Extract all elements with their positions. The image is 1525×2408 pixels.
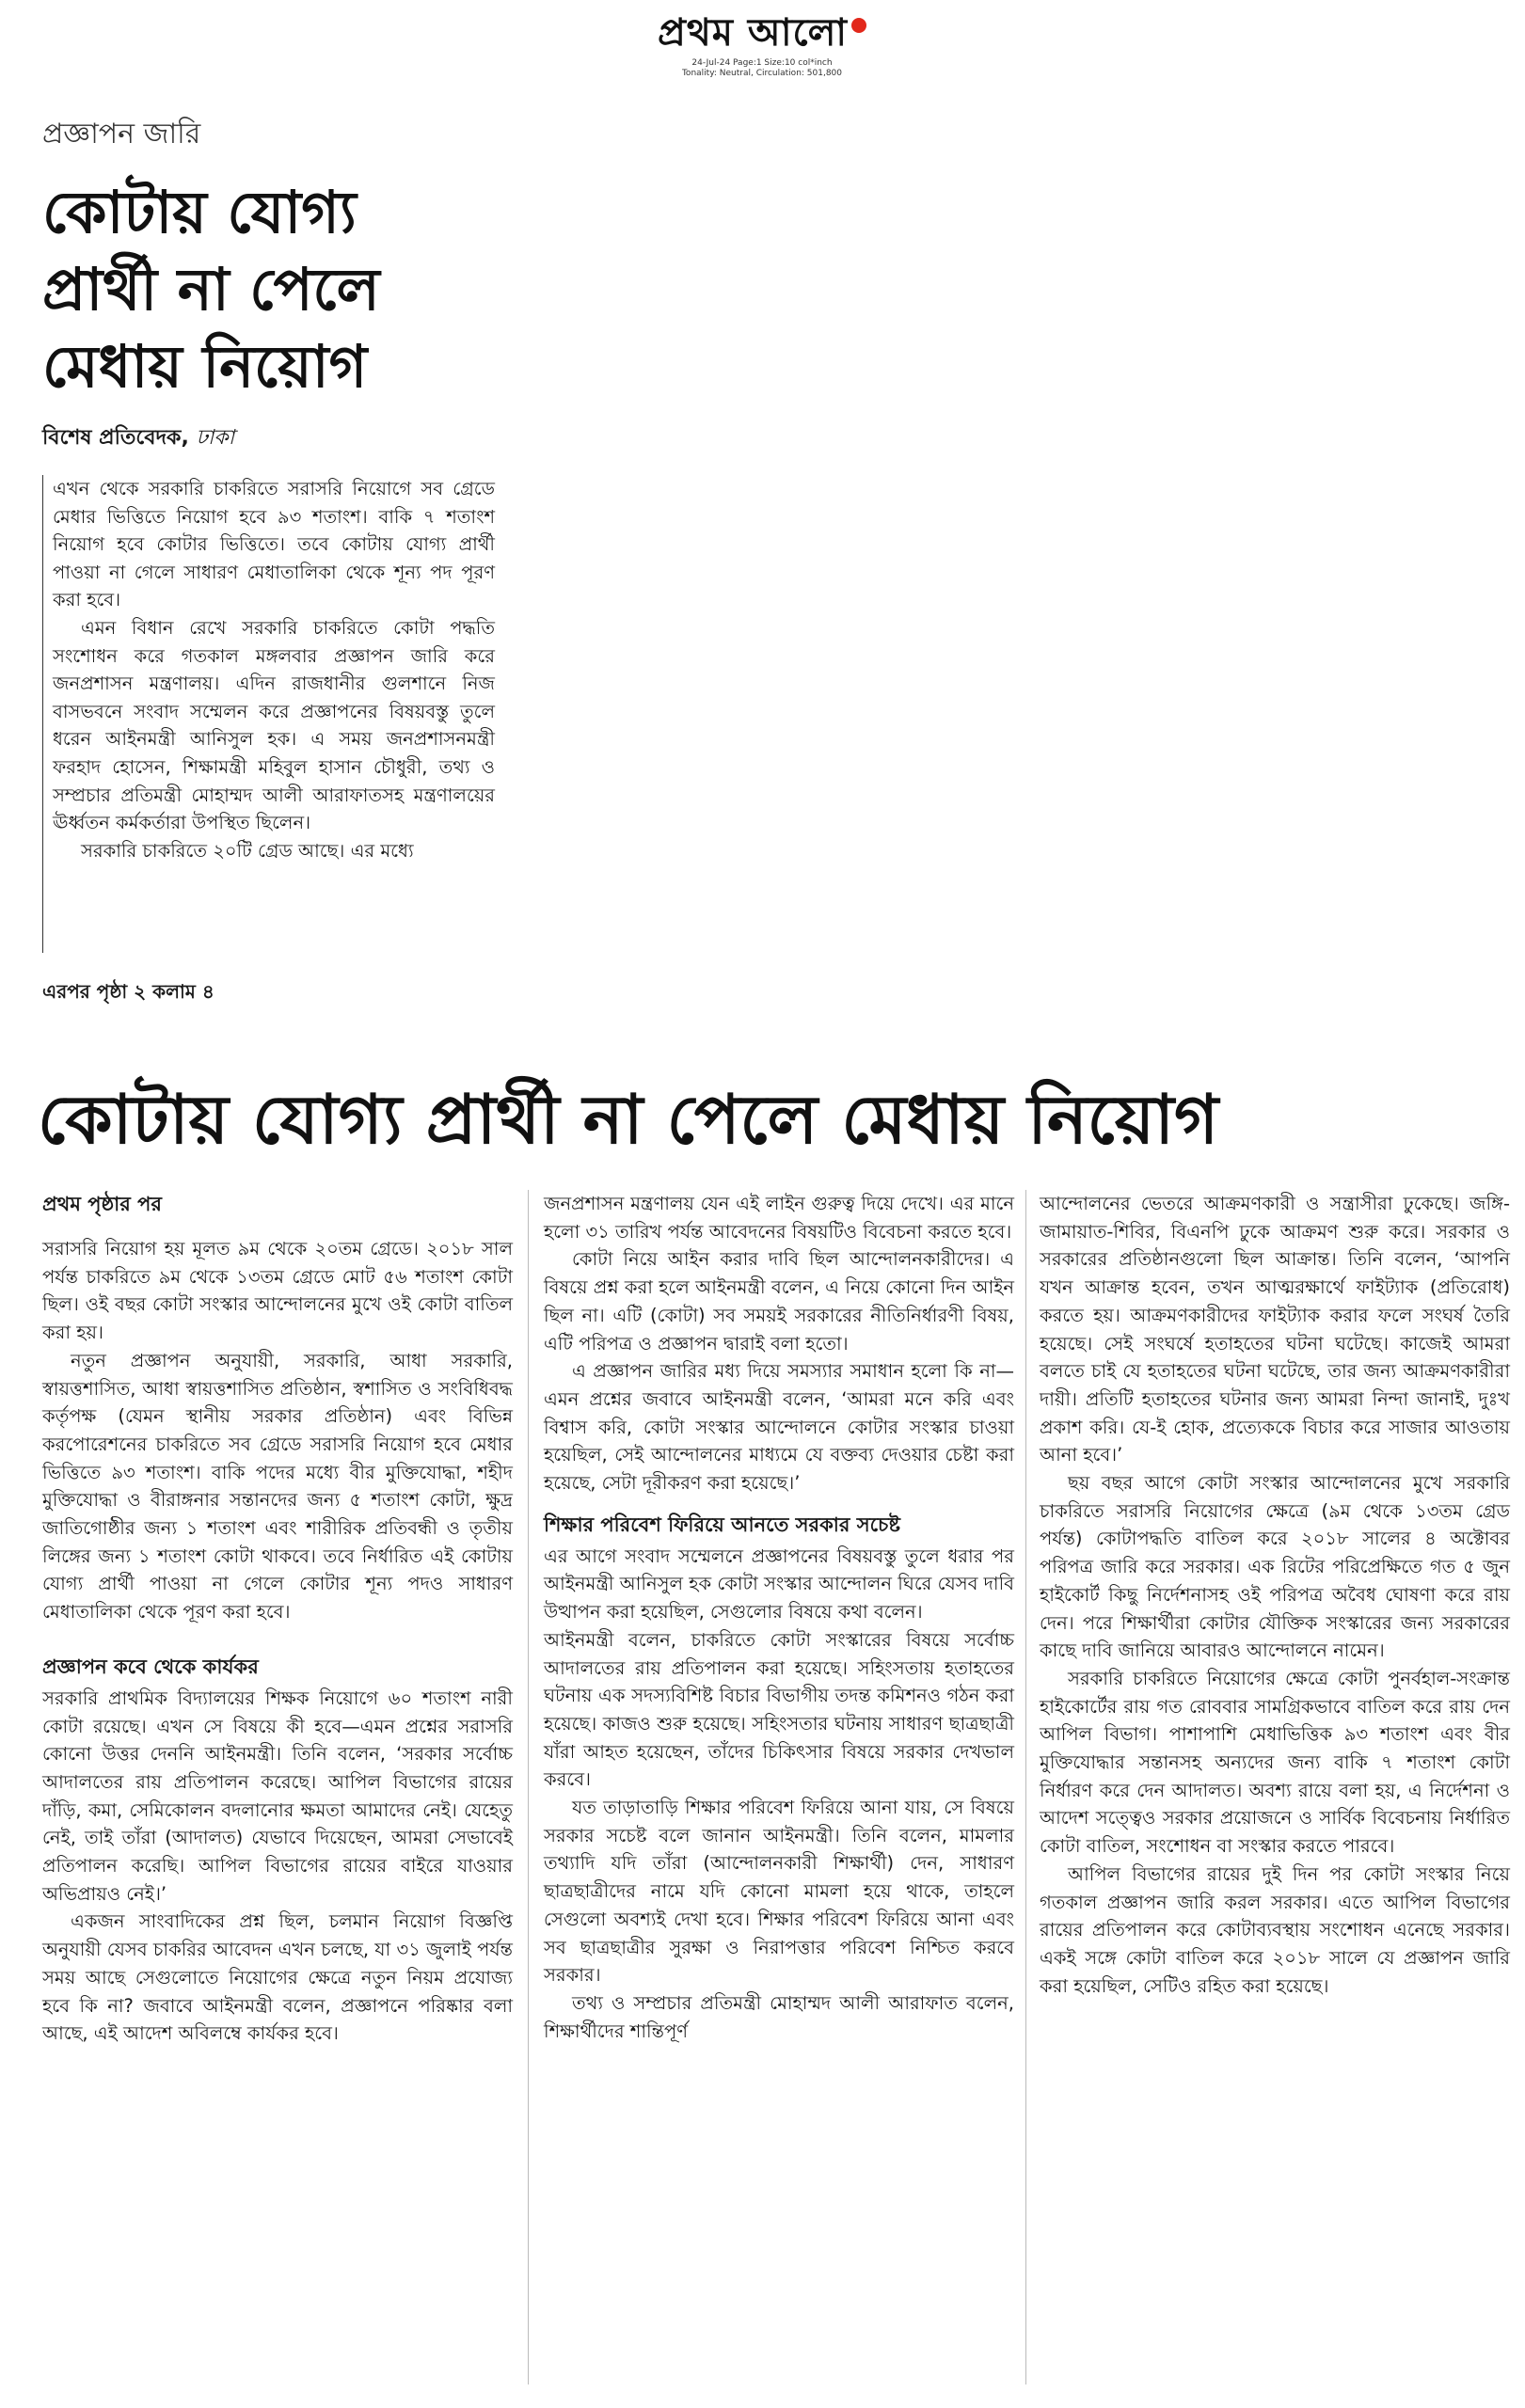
article-column-3 bbox=[1040, 1190, 1510, 2000]
front-headline bbox=[42, 174, 437, 405]
col1-paragraph-1: সরাসরি নিয়োগ হয় মূলত ৯ম থেকে ২০তম গ্রেডে। ২০১৮ সাল পর্যন্ত চাকরিতে ৯ম থেকে ১৩তম গ্রেডে মোট ৫৬ শতাংশ কোটা ছিল। ওই বছর কোটা সংস্কার আন্দোলনের মুখে ওই কোটা বাতিল করা হয়। bbox=[42, 1238, 513, 1344]
front-headline-line-1: কোটায় যোগ্য bbox=[42, 178, 357, 246]
continued-from-label: প্রথম পৃষ্ঠার পর bbox=[42, 1193, 162, 1215]
front-paragraph-3: সরকারি চাকরিতে ২০টি গ্রেড আছে। এর মধ্যে bbox=[81, 839, 414, 862]
col3-paragraph-4: আপিল বিভাগের রায়ের দুই দিন পর কোটা সংস্কার নিয়ে গতকাল প্রজ্ঞাপন জারি করল সরকার। এতে আপিল বিভাগের রায়ের প্রতিপালন করে কোটাব্যবস্থায় সংশোধন এনেছে সরকার। একই সঙ্গে কোটা বাতিল করে ২০১৮ সালে যে প্রজ্ঞাপন জারি করা হয়েছিল, সেটিও রহিত করা হয়েছে। bbox=[1040, 1862, 1510, 1997]
column-divider-2 bbox=[1025, 1190, 1026, 2384]
clipping-meta-line-1: 24-Jul-24 Page:1 Size:10 col*inch bbox=[691, 58, 833, 68]
col2-paragraph-2: কোটা নিয়ে আইন করার দাবি ছিল আন্দোলনকারীদের। এ বিষয়ে প্রশ্ন করা হলে আইনমন্ত্রী বলেন, এ নিয়ে কোনো দিন আইন ছিল না। এটি (কোটা) সব সময়ই সরকারের নীতিনির্ধারণী বিষয়, এটি পরিপত্র ও প্রজ্ঞাপন দ্বারাই বলা হতো। bbox=[544, 1248, 1014, 1354]
col1-paragraph-2: নতুন প্রজ্ঞাপন অনুযায়ী, সরকারি, আধা সরকারি, স্বায়ত্তশাসিত, আধা স্বায়ত্তশাসিত প্রতিষ্ঠান, স্বশাসিত ও সংবিধিবদ্ধ কর্তৃপক্ষ (যেমন স্থানীয় সরকার প্রতিষ্ঠান) এবং বিভিন্ন করপোরেশনের চাকরিতে সব গ্রেডে সরাসরি নিয়োগ হবে মেধার ভিত্তিতে ৯৩ শতাংশ। বাকি পদের মধ্যে বীর মুক্তিযোদ্ধা, শহীদ মুক্তিযোদ্ধা ও বীরাঙ্গনার সন্তানদের জন্য ৫ শতাংশ কোটা, ক্ষুদ্র জাতিগোষ্ঠীর জন্য ১ শতাংশ এবং শারীরিক প্রতিবন্ধী ও তৃতীয় লিঙ্গের জন্য ১ শতাংশ কোটা থাকবে। তবে নির্ধারিত এই কোটায় যোগ্য প্রার্থী পাওয়া না গেলে কোটার শূন্য পদও সাধারণ মেধাতালিকা থেকে পূরণ করা হবে। bbox=[42, 1349, 513, 1624]
front-headline-line-2: প্রার্থী না পেলে bbox=[42, 255, 380, 324]
front-headline-line-3: মেধায় নিয়োগ bbox=[42, 332, 368, 401]
inside-headline: কোটায় যোগ্য প্রার্থী না পেলে মেধায় নিয়োগ bbox=[38, 1079, 1219, 1159]
clipping-meta-line-2: Tonality: Neutral, Circulation: 501,800 bbox=[681, 69, 843, 78]
sun-icon bbox=[851, 18, 866, 33]
intro-rule bbox=[42, 475, 43, 953]
byline bbox=[42, 421, 234, 456]
front-intro-text bbox=[53, 475, 495, 864]
col2-paragraph-7: তথ্য ও সম্প্রচার প্রতিমন্ত্রী মোহাম্মদ আলী আরাফাত বলেন, শিক্ষার্থীদের শান্তিপূর্ণ bbox=[544, 1991, 1014, 2042]
front-paragraph-2: এমন বিধান রেখে সরকারি চাকরিতে কোটা পদ্ধতি সংশোধন করে গতকাল মঙ্গলবার প্রজ্ঞাপন জারি করে জনপ্রশাসন মন্ত্রণালয়। এদিন রাজধানীর গুলশানে নিজ বাসভবনে সংবাদ সম্মেলন করে প্রজ্ঞাপনের বিষয়বস্তু তুলে ধরেন আইনমন্ত্রী আনিসুল হক। এ সময় জনপ্রশাসনমন্ত্রী ফরহাদ হোসেন, শিক্ষামন্ত্রী মহিবুল হাসান চৌধুরী, তথ্য ও সম্প্রচার প্রতিমন্ত্রী মোহাম্মদ আলী আরাফাতসহ মন্ত্রণালয়ের ঊর্ধ্বতন কর্মকর্তারা উপস্থিত ছিলেন। bbox=[53, 616, 495, 834]
continued-on-label: এরপর পৃষ্ঠা ২ কলাম ৪ bbox=[42, 980, 214, 1003]
col1-paragraph-4: একজন সাংবাদিকের প্রশ্ন ছিল, চলমান নিয়োগ বিজ্ঞপ্তি অনুযায়ী যেসব চাকরির আবেদন এখন চলছে, যা ৩১ জুলাই পর্যন্ত সময় আছে সেগুলোতে নিয়োগের ক্ষেত্রে নতুন নিয়ম প্রযোজ্য হবে কি না? জবাবে আইনমন্ত্রী বলেন, প্রজ্ঞাপনে পরিষ্কার বলা আছে, এই আদেশ অবিলম্বে কার্যকর হবে। bbox=[42, 1910, 513, 2045]
byline-location: ঢাকা bbox=[196, 426, 235, 450]
newspaper-logo bbox=[612, 11, 913, 55]
article-column-1 bbox=[42, 1190, 513, 2048]
article-column-2 bbox=[544, 1190, 1014, 2045]
col1-subhead: প্রজ্ঞাপন কবে থেকে কার্যকর bbox=[42, 1655, 259, 1678]
col1-paragraph-3: সরকারি প্রাথমিক বিদ্যালয়ের শিক্ষক নিয়োগে ৬০ শতাংশ নারী কোটা রয়েছে। এখন সে বিষয়ে কী হবে—এমন প্রশ্নের সরাসরি কোনো উত্তর দেননি আইনমন্ত্রী। তিনি বলেন, ‘সরকার সর্বোচ্চ আদালতের রায় প্রতিপালন করেছে। আপিল বিভাগের রায়ের দাঁড়ি, কমা, সেমিকোলন বদলানোর ক্ষমতা আমাদের নেই। যেহেতু নেই, তাই তাঁরা (আদালত) যেভাবে দিয়েছেন, আমরা সেভাবেই প্রতিপালন করেছি। আপিল বিভাগের রায়ের বাইরে যাওয়ার অভিপ্রায়ও নেই।’ bbox=[42, 1687, 513, 1905]
column-divider-1 bbox=[528, 1190, 529, 2384]
col3-paragraph-3: সরকারি চাকরিতে নিয়োগের ক্ষেত্রে কোটা পুনর্বহাল-সংক্রান্ত হাইকোর্টের রায় গত রোববার সামগ্রিকভাবে বাতিল করে রায় দেন আপিল বিভাগ। পাশাপাশি মেধাভিত্তিক ৯৩ শতাংশ এবং বীর মুক্তিযোদ্ধার সন্তানসহ অন্যদের জন্য বাকি ৭ শতাংশ কোটা নির্ধারণ করে দেন আদালত। অবশ্য রায়ে বলা হয়, এ নির্দেশনা ও আদেশ সত্ত্বেও সরকার প্রয়োজনে ও সার্বিক বিবেচনায় নির্ধারিত কোটা বাতিল, সংশোধন বা সংস্কার করতে পারবে। bbox=[1040, 1667, 1510, 1858]
front-paragraph-1: এখন থেকে সরকারি চাকরিতে সরাসরি নিয়োগে সব গ্রেডে মেধার ভিত্তিতে নিয়োগ হবে ৯৩ শতাংশ। বাকি ৭ শতাংশ নিয়োগ হবে কোটার ভিত্তিতে। তবে কোটায় যোগ্য প্রার্থী পাওয়া না গেলে সাধারণ মেধাতালিকা থেকে শূন্য পদ পূরণ করা হবে। bbox=[53, 478, 495, 611]
front-kicker: প্রজ্ঞাপন জারি bbox=[42, 118, 201, 150]
col2-subhead: শিক্ষার পরিবেশ ফিরিয়ে আনতে সরকার সচেষ্ট bbox=[544, 1513, 900, 1536]
col3-paragraph-2: ছয় বছর আগে কোটা সংস্কার আন্দোলনের মুখে সরকারি চাকরিতে সরাসরি নিয়োগের ক্ষেত্রে (৯ম থেকে ১৩তম গ্রেড পর্যন্ত) কোটাপদ্ধতি বাতিল করে ২০১৮ সালের ৪ অক্টোবর পরিপত্র জারি করে সরকার। এক রিটের পরিপ্রেক্ষিতে গত ৫ জুন হাইকোর্ট কিছু নির্দেশনাসহ ওই পরিপত্র অবৈধ ঘোষণা করে রায় দেন। পরে শিক্ষার্থীরা কোটার যৌক্তিক সংস্কারের জন্য সরকারের কাছে দাবি জানিয়ে আবারও আন্দোলনে নামেন। bbox=[1040, 1472, 1510, 1662]
col3-paragraph-1: আন্দোলনের ভেতরে আক্রমণকারী ও সন্ত্রাসীরা ঢুকেছে। জঙ্গি-জামায়াত-শিবির, বিএনপি ঢুকে আক্রমণ শুরু করে। সরকার ও সরকারের প্রতিষ্ঠানগুলো ছিল আক্রান্ত। তিনি বলেন, ‘আপনি যখন আক্রান্ত হবেন, তখন আত্মরক্ষার্থে ফাইট্যাক (প্রতিরোধ) করতে হয়। আক্রমণকারীদের ফাইট্যাক করার ফলে সংঘর্ষ তৈরি হয়েছে। সেই সংঘর্ষে হতাহতের ঘটনা ঘটেছে। কাজেই আমরা বলতে চাই যে হতাহতের ঘটনা ঘটেছে, তার জন্য আক্রমণকারীরা দায়ী। প্রতিটি হতাহতের ঘটনার জন্য আমরা নিন্দা জানাই, দুঃখ প্রকাশ করি। যে-ই হোক, প্রত্যেককে বিচার করে সাজার আওতায় আনা হবে।’ bbox=[1040, 1193, 1510, 1466]
col2-paragraph-1: জনপ্রশাসন মন্ত্রণালয় যেন এই লাইন গুরুত্ব দিয়ে দেখে। এর মানে হলো ৩১ তারিখ পর্যন্ত আবেদনের বিষয়টিও বিবেচনা করতে হবে। bbox=[544, 1193, 1014, 1243]
col2-paragraph-6: যত তাড়াতাড়ি শিক্ষার পরিবেশ ফিরিয়ে আনা যায়, সে বিষয়ে সরকার সচেষ্ট বলে জানান আইনমন্ত্রী। তিনি বলেন, মামলার তথ্যাদি যদি তাঁরা (আন্দোলনকারী শিক্ষার্থী) দেন, সাধারণ ছাত্রছাত্রীদের নামে যদি কোনো মামলা হয়ে থাকে, তাহলে সেগুলো অবশ্যই দেখা হবে। শিক্ষার পরিবেশ ফিরিয়ে আনা এবং সব ছাত্রছাত্রীর সুরক্ষা ও নিরাপত্তার পরিবেশ নিশ্চিত করবে সরকার। bbox=[544, 1797, 1014, 1987]
col2-paragraph-3: এ প্রজ্ঞাপন জারির মধ্য দিয়ে সমস্যার সমাধান হলো কি না—এমন প্রশ্নের জবাবে আইনমন্ত্রী বলেন, ‘আমরা মনে করি এবং বিশ্বাস করি, কোটা সংস্কার আন্দোলনে কোটার সংস্কার চাওয়া হয়েছিল, সেই আন্দোলনের মাধ্যমে যে বক্তব্য দেওয়ার চেষ্টা করা হয়েছে, সেটা দূরীকরণ করা হয়েছে।’ bbox=[544, 1360, 1014, 1495]
byline-name: বিশেষ প্রতিবেদক, bbox=[42, 426, 189, 450]
logo-text: প্রথম আলো bbox=[657, 10, 849, 55]
col2-paragraph-4: এর আগে সংবাদ সম্মেলনে প্রজ্ঞাপনের বিষয়বস্তু তুলে ধরার পর আইনমন্ত্রী আনিসুল হক কোটা সংস্কার আন্দোলন ঘিরে যেসব দাবি উত্থাপন করা হয়েছিল, সেগুলোর বিষয়ে কথা বলেন। bbox=[544, 1545, 1014, 1624]
newspaper-masthead bbox=[612, 11, 913, 79]
col2-paragraph-5: আইনমন্ত্রী বলেন, চাকরিতে কোটা সংস্কারের বিষয়ে সর্বোচ্চ আদালতের রায় প্রতিপালন করা হয়েছে। সহিংসতায় হতাহতের ঘটনায় এক সদস্যবিশিষ্ট বিচার বিভাগীয় তদন্ত কমিশনও গঠন করা হয়েছে। কাজও শুরু হয়েছে। সহিংসতার ঘটনায় সাধারণ ছাত্রছাত্রী যাঁরা আহত হয়েছেন, তাঁদের চিকিৎসার বিষয়ে সরকার দেখভাল করবে। bbox=[544, 1628, 1014, 1791]
